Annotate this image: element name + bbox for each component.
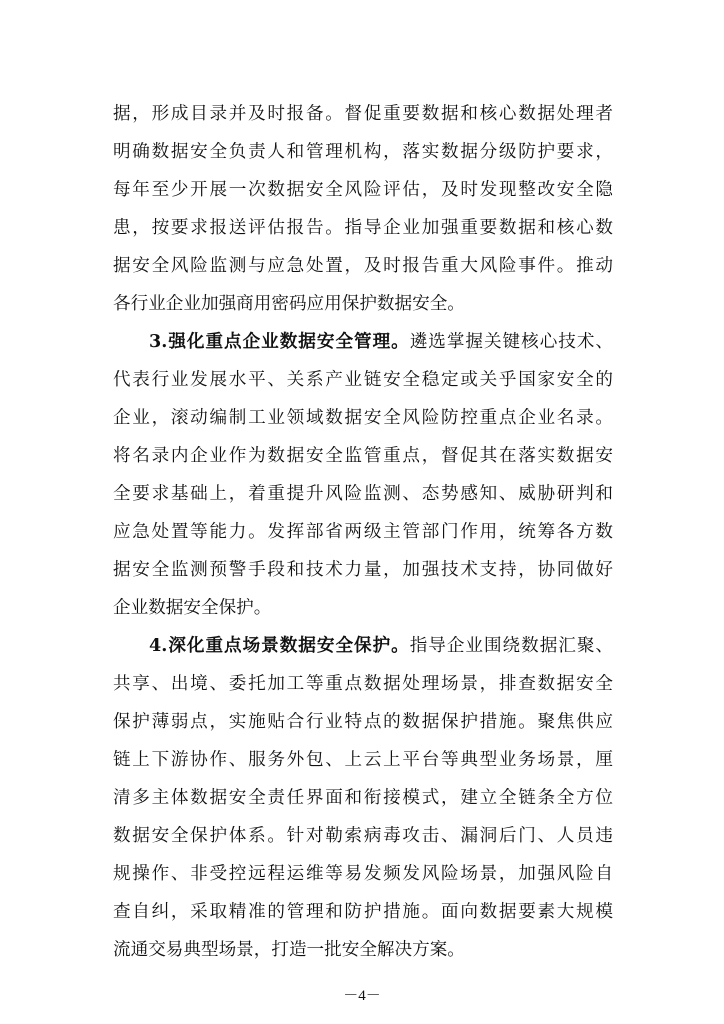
paragraph-line: 据，形成目录并及时报备。督促重要数据和核心数据处理者 bbox=[113, 104, 613, 124]
paragraph-line: 据安全监测预警手段和技术力量，加强技术支持，协同做好 bbox=[113, 560, 613, 580]
section-heading: 4.深化重点场景数据安全保护。 bbox=[149, 635, 410, 656]
paragraph-line: 各行业企业加强商用密码应用保护数据安全。 bbox=[113, 294, 465, 314]
paragraph-line: 链上下游协作、服务外包、上云上平台等典型业务场景，厘 bbox=[113, 750, 613, 770]
paragraph-line: 应急处置等能力。发挥部省两级主管部门作用，统筹各方数 bbox=[113, 522, 613, 542]
paragraph-line: 共享、出境、委托加工等重点数据处理场景，排查数据安全 bbox=[113, 674, 613, 694]
paragraph-line: 每年至少开展一次数据安全风险评估，及时发现整改安全隐 bbox=[113, 180, 613, 200]
paragraph-first-line bbox=[113, 327, 613, 357]
paragraph-line: 全要求基础上，着重提升风险监测、态势感知、威胁研判和 bbox=[113, 484, 613, 504]
paragraph-line: 代表行业发展水平、关系产业链安全稳定或关乎国家安全的 bbox=[113, 370, 613, 390]
paragraph-first-line bbox=[113, 631, 613, 661]
paragraph-line: 数据安全保护体系。针对勒索病毒攻击、漏洞后门、人员违 bbox=[113, 826, 613, 846]
paragraph-line: 查自纠，采取精准的管理和防护措施。面向数据要素大规模 bbox=[113, 902, 613, 922]
paragraph-line: 将名录内企业作为数据安全监管重点，督促其在落实数据安 bbox=[113, 446, 613, 466]
paragraph-line: 保护薄弱点，实施贴合行业特点的数据保护措施。聚焦供应 bbox=[113, 712, 613, 732]
paragraph-line: 企业，滚动编制工业领域数据安全风险防控重点企业名录。 bbox=[113, 408, 613, 428]
paragraph-line: 患，按要求报送评估报告。指导企业加强重要数据和核心数 bbox=[113, 218, 613, 238]
section-heading: 3.强化重点企业数据安全管理。 bbox=[149, 331, 410, 352]
paragraph-line: 规操作、非受控远程运维等易发频发风险场景，加强风险自 bbox=[113, 864, 613, 884]
paragraph-text: 遴选掌握关键核心技术、 bbox=[409, 332, 613, 352]
paragraph-line: 明确数据安全负责人和管理机构，落实数据分级防护要求， bbox=[113, 142, 613, 162]
paragraph-line: 企业数据安全保护。 bbox=[113, 598, 272, 618]
paragraph-line: 流通交易典型场景，打造一批安全解决方案。 bbox=[113, 940, 465, 960]
page-number: －4－ bbox=[343, 988, 381, 1004]
paragraph-line: 清多主体数据安全责任界面和衔接模式，建立全链条全方位 bbox=[113, 788, 613, 808]
paragraph-text: 指导企业围绕数据汇聚、 bbox=[409, 636, 613, 656]
paragraph-line: 据安全风险监测与应急处置，及时报告重大风险事件。推动 bbox=[113, 256, 613, 276]
